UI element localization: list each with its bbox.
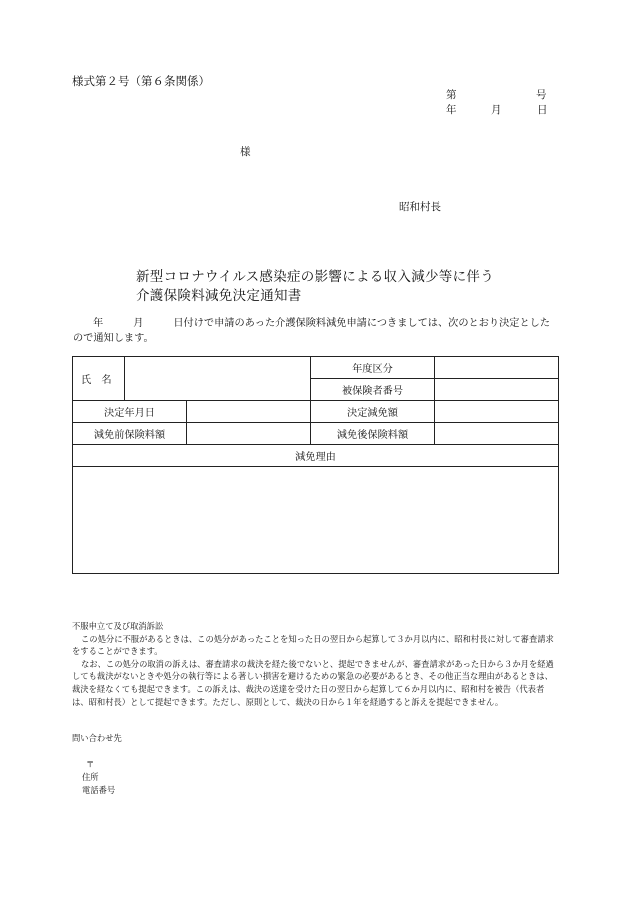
after-premium-value-cell [435, 423, 559, 445]
document-title-line1: 新型コロナウイルス感染症の影響による収入減少等に伴う [136, 269, 494, 285]
table-row [73, 445, 559, 467]
document-number-suffix: 号 [536, 89, 547, 101]
form-number: 様式第２号（第６条関係） [72, 74, 210, 88]
name-value-cell [125, 357, 311, 401]
name-label-cell: 氏 名 [73, 357, 125, 401]
reason-value-cell [73, 467, 559, 574]
intro-body: 日付けで申請のあった介護保険料減免申請につきましては、次のとおり決定としたので通知します。 [73, 318, 551, 344]
decision-date-label-cell: 決定年月日 [73, 401, 187, 423]
appeal-notice-paragraph-2: なお、この処分の取消の訴えは、審査請求の裁決を経た後でないと、提起できませんが、審査請求があった日から３か月を経過しても裁決がないときや処分の執行等による著しい損害を避けるための緊急の必要があるとき、その他正当な理由があるときは、裁決を経なくても提起できます。この訴えは、裁決の送達を受けた日の翌日から起算して６か月以内に、昭和村を被告（代表者は、昭和村長）として提起できます。ただし、原則として、裁決の日から１年を経過すると訴えを提起できません。 [72, 658, 554, 707]
contact-heading: 問い合わせ先 [72, 733, 122, 743]
fiscal-year-label-cell: 年度区分 [311, 357, 435, 379]
decision-date-value-cell [187, 401, 311, 423]
date-month-label: 月 [491, 104, 502, 116]
insured-number-label-cell: 被保険者番号 [311, 379, 435, 401]
insured-number-value-cell [435, 379, 559, 401]
date-year-label: 年 [446, 104, 457, 116]
contact-postal-mark: 〒 [86, 759, 95, 769]
date-day-label: 日 [537, 104, 548, 116]
table-row [73, 423, 559, 445]
issuer-name: 昭和村長 [399, 201, 441, 213]
before-premium-value-cell [187, 423, 311, 445]
table-row [73, 357, 559, 379]
reduction-amount-value-cell [435, 401, 559, 423]
intro-month: 月 [133, 318, 144, 329]
intro-year: 年 [93, 318, 104, 329]
contact-phone-label: 電話番号 [82, 785, 116, 795]
document-number-prefix: 第 [446, 89, 457, 101]
appeal-notice [72, 620, 558, 708]
table-row [73, 401, 559, 423]
after-premium-label-cell: 減免後保険料額 [311, 423, 435, 445]
addressee-suffix: 様 [240, 146, 251, 158]
decision-table [72, 356, 559, 574]
document-title-line2: 介護保険料減免決定通知書 [136, 288, 302, 304]
before-premium-label-cell: 減免前保険料額 [73, 423, 187, 445]
intro-paragraph [73, 316, 559, 346]
reduction-amount-label-cell: 決定減免額 [311, 401, 435, 423]
contact-address-label: 住所 [82, 772, 99, 782]
reason-label-cell: 減免理由 [73, 445, 559, 467]
table-row [73, 467, 559, 574]
appeal-notice-paragraph-1: この処分に不服があるときは、この処分があったことを知った日の翌日から起算して３か月以内に、昭和村長に対して審査請求をすることができます。 [72, 633, 554, 657]
appeal-notice-heading: 不服申立て及び取消訴訟 [72, 621, 164, 631]
fiscal-year-value-cell [435, 357, 559, 379]
